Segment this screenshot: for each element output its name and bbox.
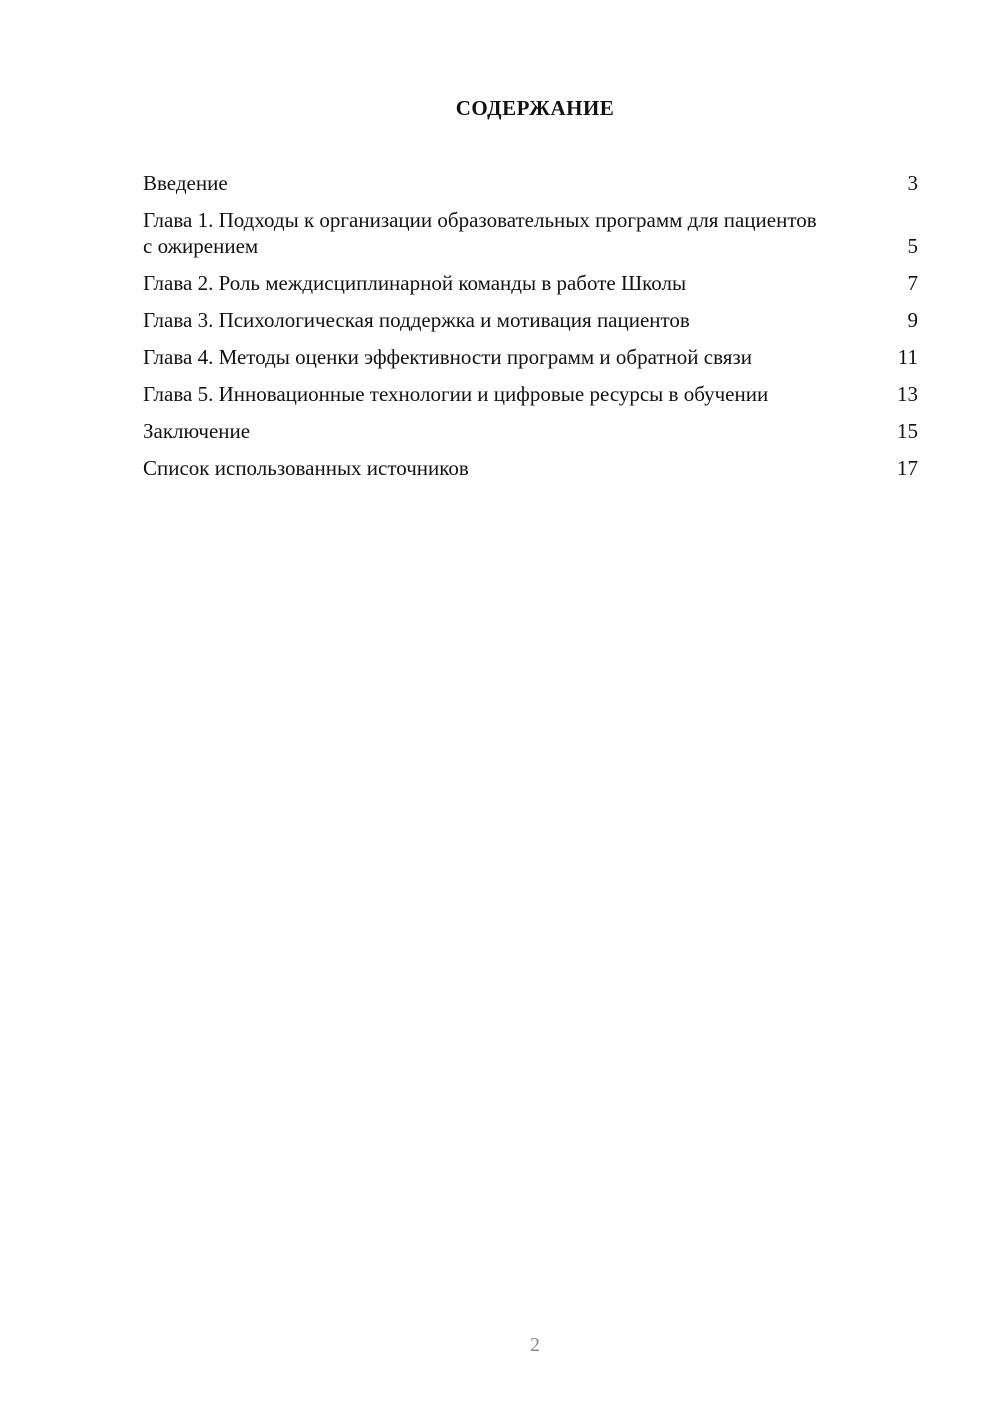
- toc-entry-chapter-5: [143, 381, 918, 407]
- toc-entry-page: 7: [907, 271, 918, 295]
- toc-entry-label: Список использованных источников: [143, 456, 469, 480]
- toc-entry-chapter-3: [143, 307, 918, 333]
- page-title: СОДЕРЖАНИЕ: [455, 96, 615, 120]
- toc-entry-label: Глава 4. Методы оценки эффективности программ и обратной связи: [143, 345, 752, 369]
- toc-entry-page: 13: [897, 382, 918, 406]
- toc-entry-introduction: [143, 170, 918, 196]
- toc-entry-page: 11: [897, 345, 918, 369]
- toc-entry-page: 9: [907, 308, 918, 332]
- toc-entry-references: [143, 455, 918, 481]
- page-number: 2: [530, 1334, 540, 1356]
- toc-entry-page: 5: [907, 234, 918, 258]
- toc-entry-label: Глава 5. Инновационные технологии и цифровые ресурсы в обучении: [143, 382, 769, 406]
- toc-entry-label: Глава 2. Роль междисциплинарной команды в работе Школы: [143, 271, 687, 295]
- toc-entry-page: 15: [897, 419, 918, 443]
- table-of-contents: [143, 170, 918, 492]
- toc-entry-chapter-4: [143, 344, 918, 370]
- toc-entry-chapter-1: [143, 207, 918, 259]
- toc-entry-label: Заключение: [143, 419, 251, 443]
- toc-entry-page: 3: [907, 171, 918, 195]
- toc-entry-label: Глава 1. Подходы к организации образовательных программ для пациентов с ожирением: [143, 208, 817, 258]
- toc-entry-conclusion: [143, 418, 918, 444]
- toc-entry-page: 17: [897, 456, 918, 480]
- toc-entry-label: Введение: [143, 171, 228, 195]
- toc-entry-chapter-2: [143, 270, 918, 296]
- toc-entry-label: Глава 3. Психологическая поддержка и мотивация пациентов: [143, 308, 690, 332]
